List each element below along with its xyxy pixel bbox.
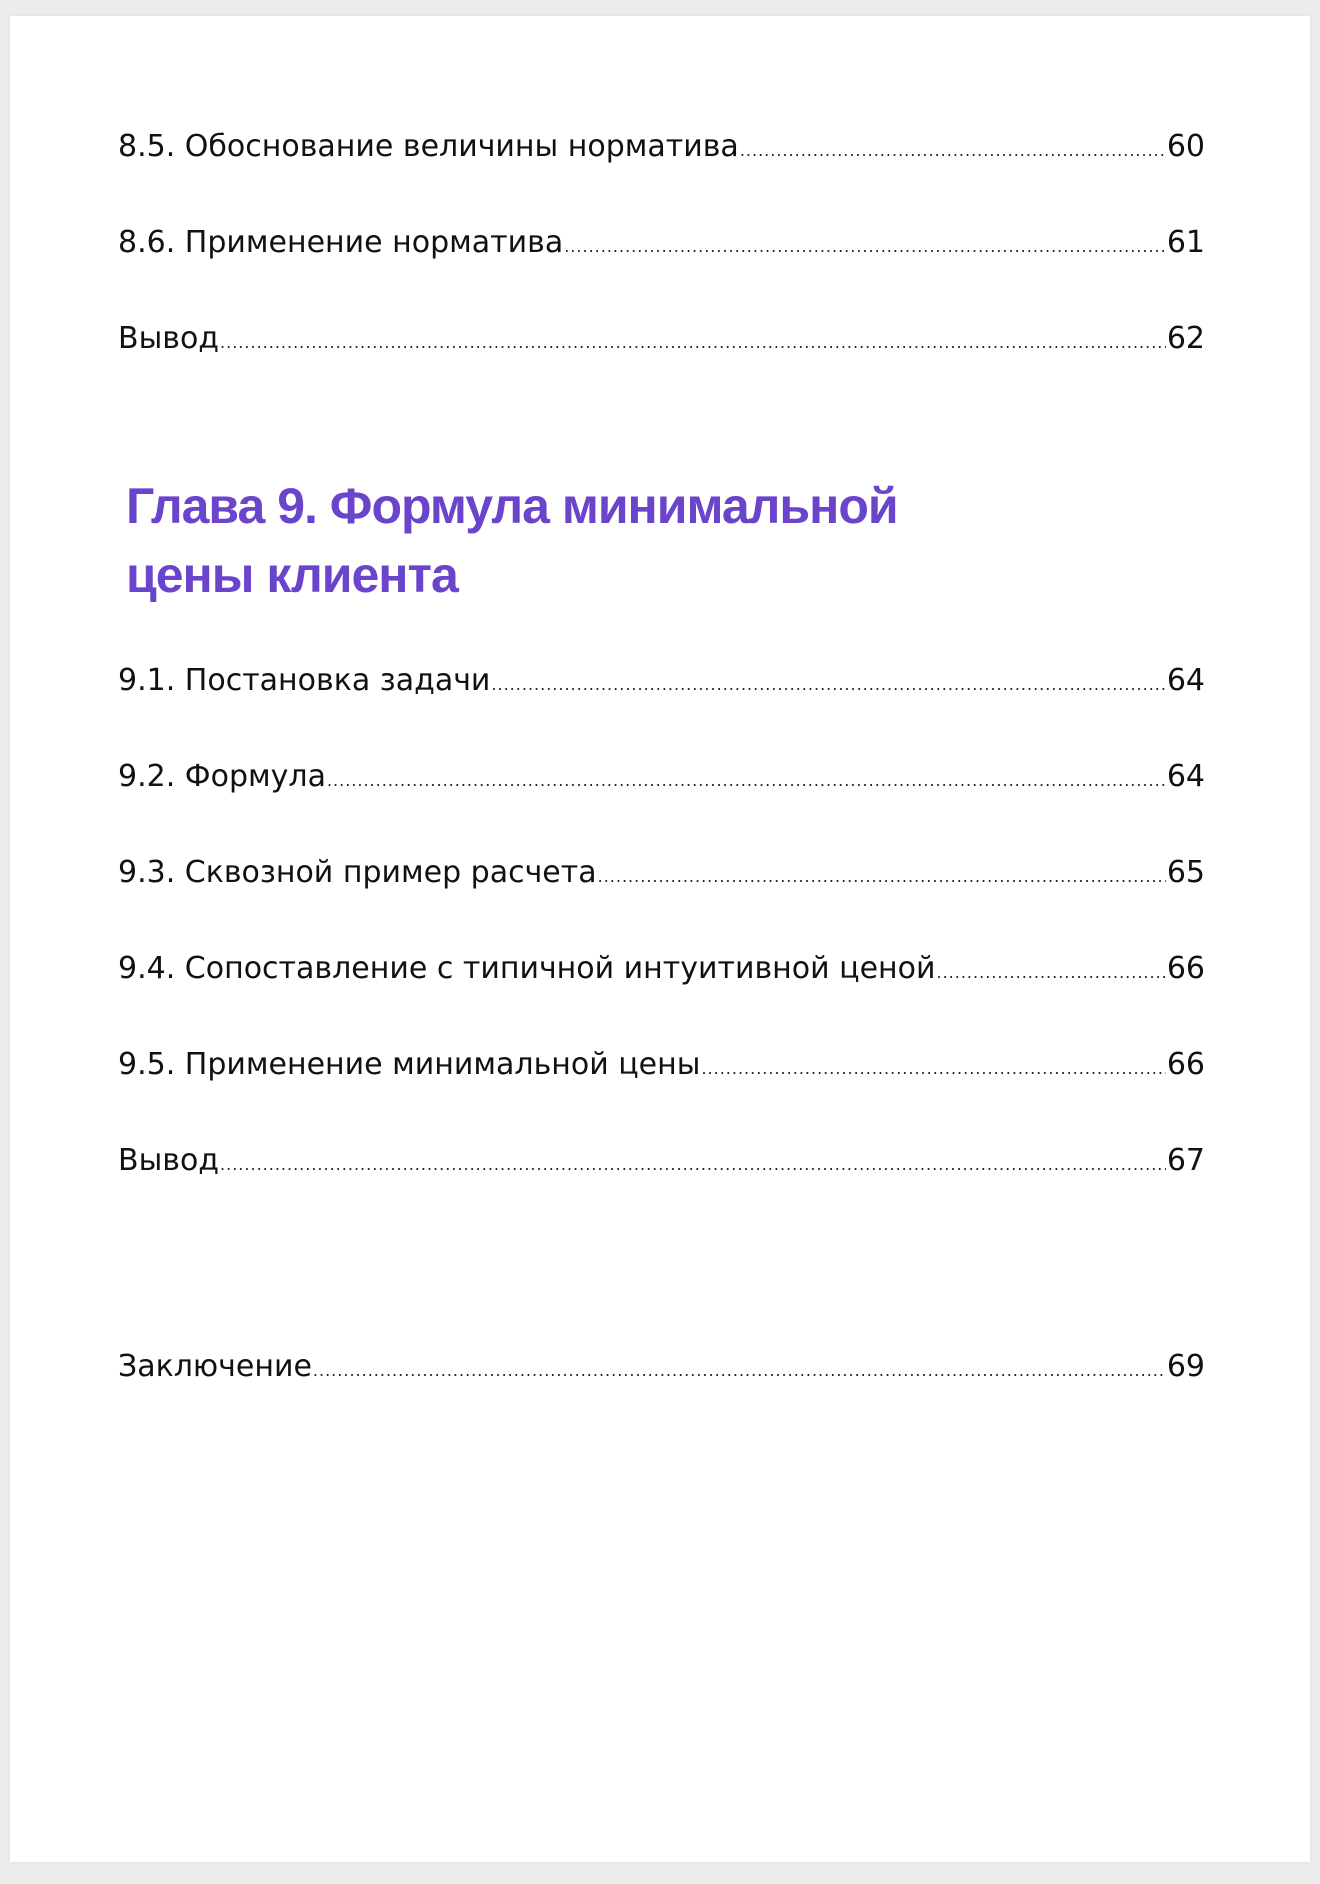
toc-entry-9-1[interactable] bbox=[118, 661, 1205, 705]
toc-entry-label: Вывод bbox=[118, 321, 220, 356]
toc-entry-9-5[interactable] bbox=[118, 1045, 1205, 1089]
toc-leader-dots bbox=[740, 131, 1166, 171]
toc-page-number: 69 bbox=[1166, 1349, 1205, 1384]
toc-leader-dots bbox=[220, 1145, 1166, 1185]
toc-entry-label: 9.4. Сопоставление с типичной интуитивной ценой bbox=[118, 951, 936, 986]
toc-page-number: 65 bbox=[1166, 855, 1205, 890]
toc-leader-dots bbox=[564, 227, 1166, 267]
toc-leader-dots bbox=[327, 761, 1166, 801]
toc-entry-9-3[interactable] bbox=[118, 853, 1205, 897]
toc-entry-label: 9.3. Сквозной пример расчета bbox=[118, 855, 597, 890]
document-page bbox=[10, 16, 1310, 1862]
toc-entry-label: Вывод bbox=[118, 1143, 220, 1178]
toc-page-number: 60 bbox=[1166, 129, 1205, 164]
toc-entry-chapter8-conclusion[interactable] bbox=[118, 319, 1205, 363]
toc-entry-label: Заключение bbox=[118, 1349, 312, 1384]
toc-entry-label: 9.5. Применение минимальной цены bbox=[118, 1047, 701, 1082]
toc-entry-label: 8.6. Применение норматива bbox=[118, 225, 564, 260]
toc-page-number: 64 bbox=[1166, 759, 1205, 794]
toc-entry-9-2[interactable] bbox=[118, 757, 1205, 801]
toc-entry-chapter9-conclusion[interactable] bbox=[118, 1141, 1205, 1185]
toc-page-number: 66 bbox=[1166, 951, 1205, 986]
chapter-9-title-line2: цены клиента bbox=[126, 547, 458, 603]
toc-page-number: 61 bbox=[1166, 225, 1205, 260]
chapter-9-title-line1: Глава 9. Формула минимальной bbox=[126, 478, 898, 534]
toc-page-number: 64 bbox=[1166, 663, 1205, 698]
toc-leader-dots bbox=[491, 665, 1165, 705]
toc-entry-8-6[interactable] bbox=[118, 223, 1205, 267]
toc-entry-label: 8.5. Обоснование величины норматива bbox=[118, 129, 739, 164]
toc-entry-label: 9.1. Постановка задачи bbox=[118, 663, 491, 698]
toc-page-number: 66 bbox=[1166, 1047, 1205, 1082]
toc-leader-dots bbox=[937, 953, 1166, 993]
toc-leader-dots bbox=[220, 323, 1166, 363]
toc-leader-dots bbox=[313, 1351, 1166, 1391]
toc-entry-8-5[interactable] bbox=[118, 127, 1205, 171]
toc-entry-conclusion[interactable] bbox=[118, 1347, 1205, 1391]
toc-entry-label: 9.2. Формула bbox=[118, 759, 326, 794]
toc-leader-dots bbox=[598, 857, 1166, 897]
toc-leader-dots bbox=[701, 1049, 1165, 1089]
toc-page-number: 62 bbox=[1166, 321, 1205, 356]
toc-page-number: 67 bbox=[1166, 1143, 1205, 1178]
chapter-9-heading bbox=[126, 472, 1026, 610]
toc-entry-9-4[interactable] bbox=[118, 949, 1205, 993]
